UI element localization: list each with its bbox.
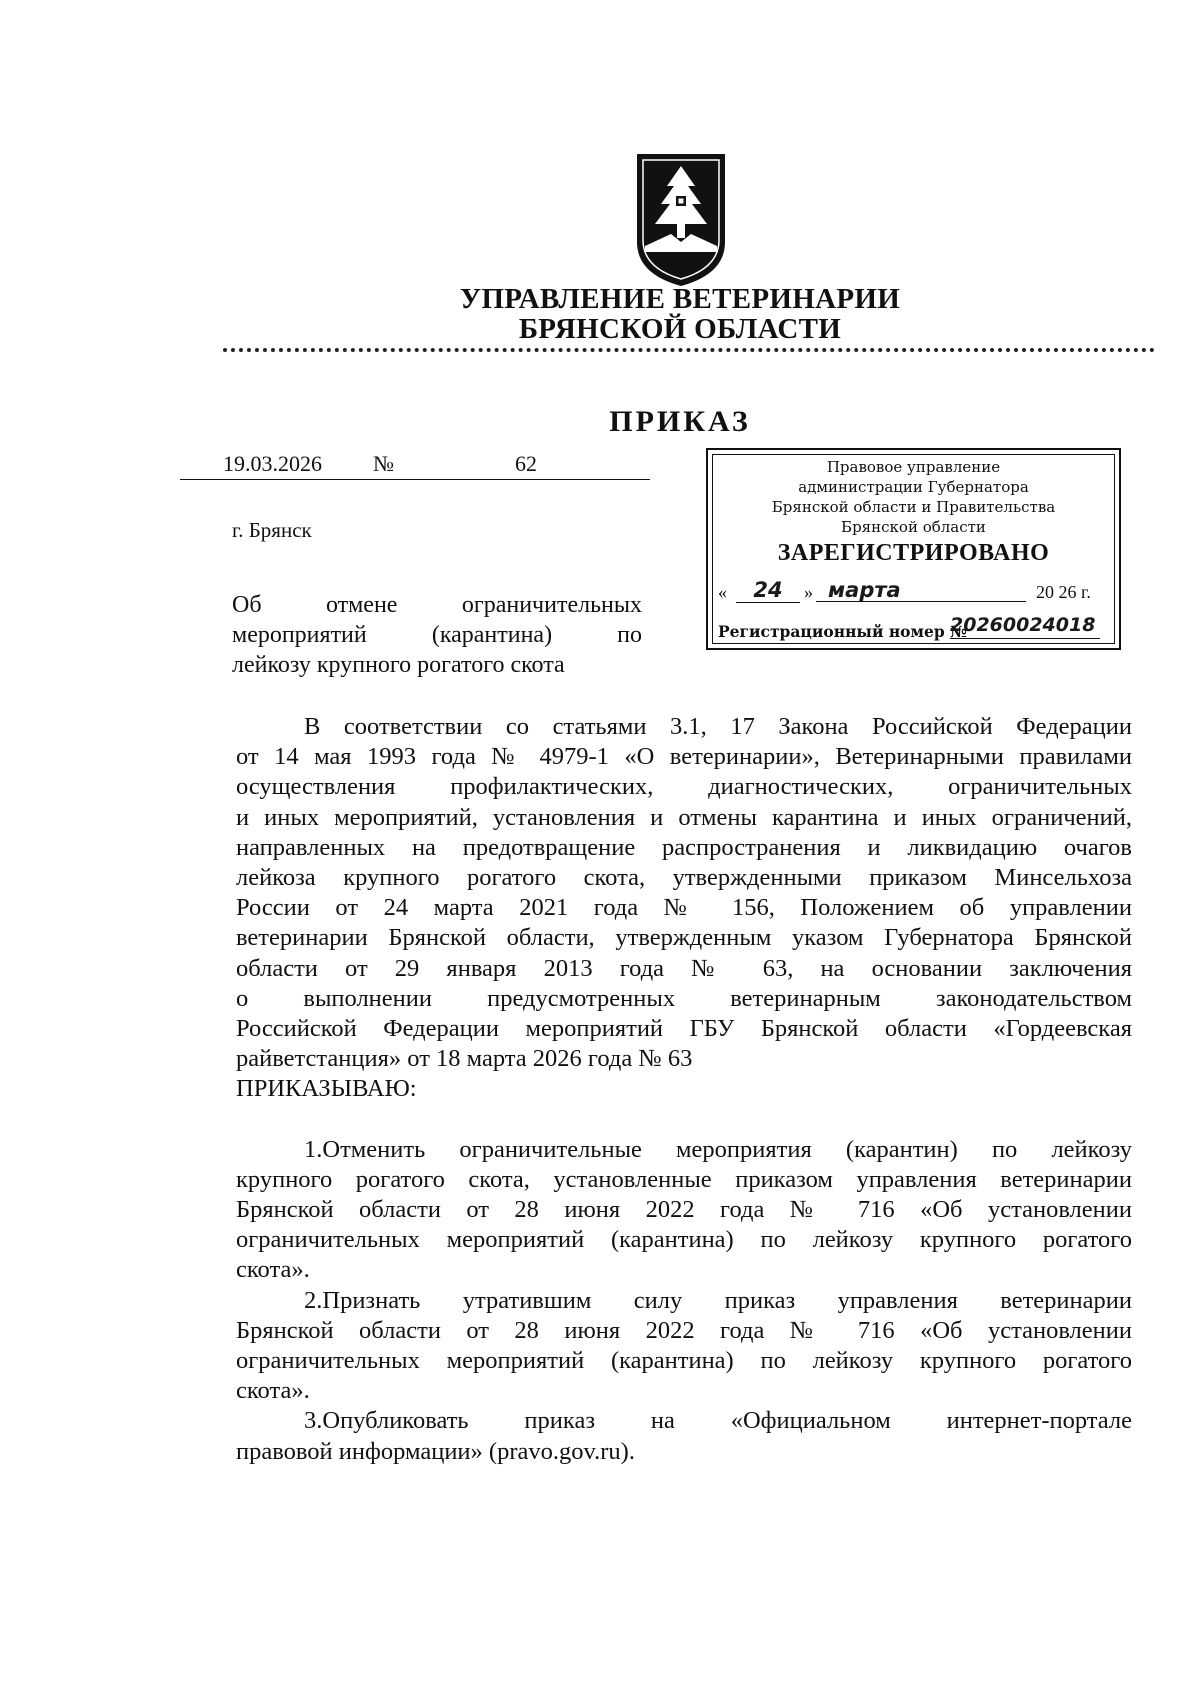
order-subject — [232, 590, 642, 680]
body-line: В соответствии со статьями 3.1, 17 Закона Российской Федерации — [304, 713, 1132, 740]
stamp-reg-number-handwritten: 20260024018 — [950, 614, 1100, 639]
stamp-reg-number-label: Регистрационный номер № — [718, 622, 967, 641]
body-line: ограничительных мероприятий (карантина) по лейкозу крупного рогатого — [236, 1226, 1132, 1254]
stamp-line: Правовое управление — [826, 458, 1001, 476]
item-text: Отменить ограничительные мероприятия (карантин) по лейкозу — [322, 1135, 1132, 1163]
body-line: ограничительных мероприятий (карантина) по лейкозу крупного рогатого — [236, 1347, 1132, 1375]
item-number: 1. — [304, 1135, 323, 1163]
order-date-number-line — [180, 451, 650, 480]
stamp-line: Брянской области — [841, 518, 986, 536]
stamp-date-line — [718, 578, 1113, 608]
header-dotted-divider — [223, 348, 1155, 352]
item-text: Признать утратившим силу приказ управления ветеринарии — [322, 1286, 1132, 1314]
stamp-registration-line — [718, 614, 1113, 644]
body-line: скота». — [236, 1256, 310, 1284]
item-2-first-line — [236, 1286, 1132, 1316]
body-line: и иных мероприятий, установления и отмены карантина и иных ограничений, — [236, 803, 1132, 831]
body-line: Российской Федерации мероприятий ГБУ Брянской области «Гордеевская — [236, 1015, 1132, 1043]
subject-line: Об отмене ограничительных — [232, 592, 642, 618]
organization-name-line1: УПРАВЛЕНИЕ ВЕТЕРИНАРИИ — [459, 283, 901, 315]
body-line: лейкоза крупного рогатого скота, утвержденными приказом Минсельхоза — [236, 864, 1132, 892]
order-city: г. Брянск — [232, 518, 312, 542]
organization-name-line2: БРЯНСКОЙ ОБЛАСТИ — [518, 313, 842, 345]
body-line: области от 29 января 2013 года № 63, на основании заключения — [236, 954, 1132, 982]
paragraph-gap — [236, 1105, 1132, 1135]
stamp-quote-open: « — [718, 582, 727, 602]
body-line: райветстанция» от 18 марта 2026 года № 63 — [236, 1045, 693, 1073]
document-body — [236, 712, 1132, 1467]
body-line: о выполнении предусмотренных ветеринарным законодательством — [236, 984, 1132, 1012]
body-line: направленных на предотвращение распространения и ликвидацию очагов — [236, 833, 1132, 861]
registration-stamp — [706, 448, 1121, 650]
item-number: 3. — [304, 1407, 323, 1435]
order-number: 62 — [515, 451, 537, 476]
item-number: 2. — [304, 1286, 323, 1314]
order-date: 19.03.2026 — [223, 451, 322, 476]
body-line: ветеринарии Брянской области, утвержденным указом Губернатора Брянской — [236, 924, 1132, 952]
body-line: крупного рогатого скота, установленные приказом управления ветеринарии — [236, 1165, 1132, 1193]
body-line: Брянской области от 28 июня 2022 года № 716 «Об установлении — [236, 1316, 1132, 1344]
item-1-first-line — [236, 1135, 1132, 1165]
item-text: Опубликовать приказ на «Официальном интернет-портале — [322, 1407, 1132, 1435]
stamp-quote-close: » — [804, 582, 813, 602]
body-line: России от 24 марта 2021 года № 156, Положением об управлении — [236, 894, 1132, 922]
item-3-first-line — [236, 1406, 1132, 1436]
order-word: ПРИКАЗЫВАЮ: — [236, 1075, 417, 1103]
document-title: ПРИКАЗ — [609, 405, 751, 438]
subject-line: мероприятий (карантина) по — [232, 622, 642, 648]
order-number-sign: № — [373, 451, 394, 476]
bryansk-coat-of-arms-icon — [631, 150, 731, 290]
body-line: правовой информации» (pravo.gov.ru). — [236, 1437, 635, 1465]
stamp-month-handwritten: марта — [816, 578, 1026, 602]
stamp-line: администрации Губернатора — [798, 478, 1029, 496]
body-line: осуществления профилактических, диагностических, ограничительных — [236, 773, 1132, 801]
stamp-year: 20 26 г. — [1036, 582, 1091, 602]
body-line: скота». — [236, 1377, 310, 1405]
subject-line: лейкозу крупного рогатого скота — [232, 652, 565, 678]
stamp-registered-label: ЗАРЕГИСТРИРОВАНО — [777, 540, 1050, 566]
body-line: от 14 мая 1993 года № 4979-1 «О ветеринарии», Ветеринарными правилами — [236, 743, 1132, 771]
body-line: Брянской области от 28 июня 2022 года № 716 «Об установлении — [236, 1196, 1132, 1224]
stamp-line: Брянской области и Правительства — [771, 498, 1056, 516]
stamp-day-handwritten: 24 — [736, 578, 800, 603]
